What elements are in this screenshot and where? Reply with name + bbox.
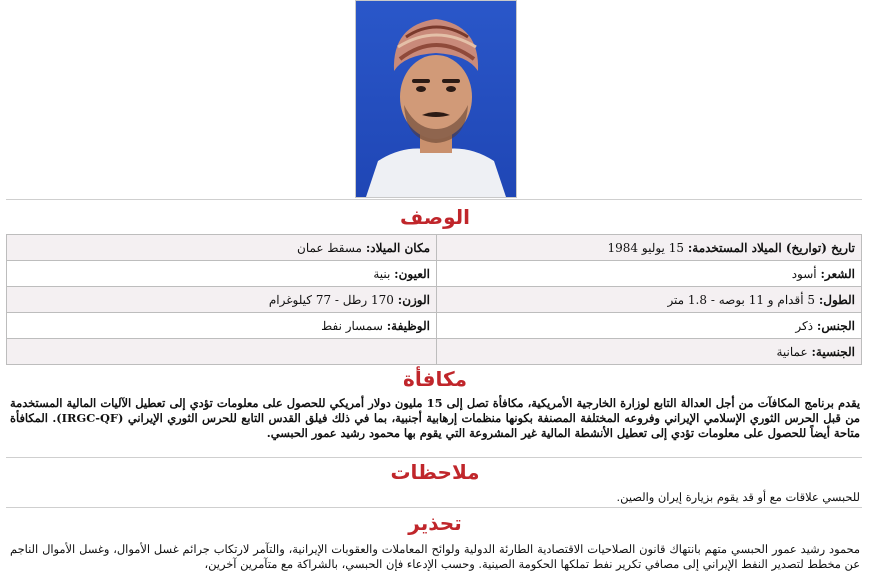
- table-cell: [7, 235, 437, 261]
- field-label: الوظيفة:: [386, 318, 430, 333]
- field-label: الجنس:: [816, 318, 855, 333]
- notes-paragraph: للحبسي علاقات مع أو قد يقوم بزيارة إيران والصين.: [616, 490, 860, 504]
- field-value: سمسار نفط: [321, 318, 383, 333]
- field-value: ذكر: [795, 318, 814, 333]
- table-cell: [7, 339, 437, 365]
- field-label: الطول:: [818, 292, 855, 307]
- table-row: [7, 339, 862, 365]
- divider: [6, 457, 862, 458]
- warning-paragraph: محمود رشيد عمور الحبسي متهم بانتهاك قانون الصلاحيات الاقتصادية الطارئة الدولية ولوائح المعاملات والعقوبات الإيرانية، والتآمر لارتكاب جرائم غسل الأموال، وغسل الأموال الناجم عن مخطط لتصدير النفط الإيراني إلى مصافي تكرير نفط تملكها الحكومة الصينية. وحسب الإدعاء فإن الحبسي، بالشراكة مع متآمرين آخرين،: [10, 542, 860, 571]
- description-table: [6, 234, 862, 365]
- field-label: مكان الميلاد:: [365, 240, 430, 255]
- field-value: عمانية: [776, 344, 808, 359]
- section-heading-reward: مكافأة: [403, 367, 467, 391]
- field-value: 170 رطل - 77 كيلوغرام: [268, 292, 394, 307]
- divider: [6, 199, 862, 200]
- field-label: تاريخ (تواريخ) الميلاد المستخدمة:: [687, 240, 855, 255]
- table-cell: [437, 339, 862, 365]
- section-heading-warning: تحذير: [408, 511, 462, 535]
- field-label: الجنسية:: [811, 344, 855, 359]
- field-label: العيون:: [394, 266, 430, 281]
- field-value: مسقط عمان: [297, 240, 362, 255]
- portrait-photo: [355, 0, 517, 198]
- reward-paragraph: يقدم برنامج المكافآت من أجل العدالة التابع لوزارة الخارجية الأمريكية، مكافأة تصل إلى 15 مليون دولار أمريكي للحصول على معلومات تؤدي إلى تعطيل الآليات المالية المستخدمة من قبل الحرس الثوري الإسلامي الإيراني وفروعه المختلفة المصنفة بكونها منظمات إرهابية أجنبية، بما في ذلك فيلق القدس التابع للحرس الثوري الإيراني (IRGC-QF). المكافأة متاحة أيضاً للحصول على معلومات تؤدي إلى تعطيل الأنشطة المالية غير المشروعة التي يقوم بها محمود رشيد عمور الحبسي.: [10, 396, 860, 440]
- divider: [6, 507, 862, 508]
- table-cell: [7, 287, 437, 313]
- field-value: بنية: [373, 266, 391, 281]
- section-heading-description: الوصف: [399, 205, 471, 229]
- table-cell: [7, 313, 437, 339]
- field-value: 5 أقدام و 11 بوصه - 1.8 متر: [667, 292, 815, 307]
- table-row: [7, 313, 862, 339]
- table-cell: [437, 261, 862, 287]
- table-row: [7, 235, 862, 261]
- table-cell: [7, 261, 437, 287]
- table-row: [7, 261, 862, 287]
- table-cell: [437, 287, 862, 313]
- field-label: الوزن:: [397, 292, 430, 307]
- field-value: أسود: [791, 266, 817, 281]
- section-heading-notes: ملاحظات: [390, 460, 480, 484]
- table-cell: [437, 313, 862, 339]
- table-row: [7, 287, 862, 313]
- field-label: الشعر:: [820, 266, 855, 281]
- field-value: 15 يوليو 1984: [607, 240, 684, 255]
- table-cell: [437, 235, 862, 261]
